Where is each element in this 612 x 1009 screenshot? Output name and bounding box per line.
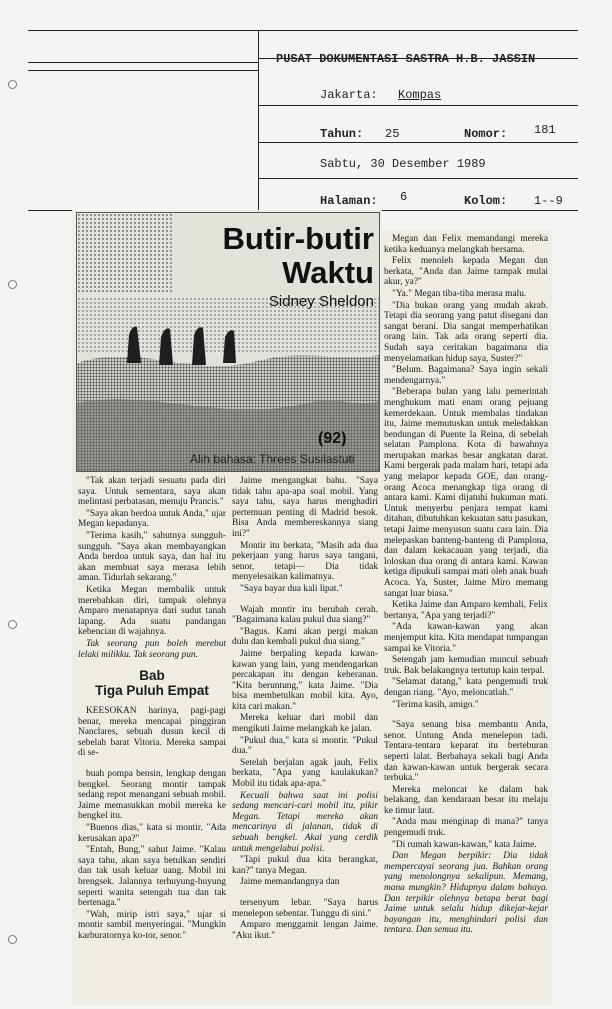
paragraph: Dan Megan berpikir: Dia tidak mempercayai seorang jua. Bahkan orang yang menolongnya sekalipun. Memang, mana mungkin? Hidupnya dalam bahaya. Dan terpikir olehnya betapa berat bagi Jaime untuk selalu hidup dikejar-kejar bayangan itu, menghindari polisi dan tentara. Dan semua itu. — [384, 851, 548, 936]
paragraph: "Pukul dua," kata si montir. "Pukul dua." — [232, 735, 378, 757]
paragraph: "Buenos dias," kata si montir. "Ada kerusakan apa?" — [78, 823, 226, 844]
binder-hole — [8, 80, 17, 89]
kolom-label: Kolom: — [464, 194, 508, 208]
chapter-title: Tiga Puluh Empat — [95, 683, 209, 699]
paragraph: "Saya akan berdoa untuk Anda," ujar Megan kepadanya. — [78, 508, 226, 530]
paragraph: "Saya bayar dua kali lipat." — [240, 583, 343, 594]
title-line-2: Waktu — [282, 255, 374, 290]
paragraph: Mereka keluar dari mobil dan mengikuti Jaime melangkah ke jalan. — [232, 713, 378, 735]
title-line-1: Butir-butir — [222, 221, 374, 256]
nomor-label: Nomor: — [464, 127, 508, 141]
tahun-value: 25 — [385, 127, 400, 141]
paragraph: Setengah jam kemudian muncul sebuah truk. Bak belakangnya tertutup kain terpal. — [384, 655, 548, 676]
paragraph: Tak seorang pun boleh merebut lelaki milikku. Tak seorang pun. — [78, 638, 226, 660]
serial-title — [156, 222, 374, 312]
paragraph: "Di rumah kawan-kawan," kata Jaime. — [392, 839, 537, 850]
publication-name: Kompas — [398, 88, 442, 102]
article-column-1 — [78, 476, 226, 1004]
paragraph: "Dia bukan orang yang mudah akrab. Tetapi dia seorang yang patut disegani dan sangat berani. Dia sangat memperhatikan orang lain. Tak ada orang seperti dia. Sudah saya ceritakan bagaimana dia menyelamatkan hidup saya, Suster?" — [384, 300, 548, 364]
tahun-label: Tahun: — [320, 127, 364, 141]
paragraph: Jaime berpaling kepada kawan-kawan yang lain, yang mendengarkan percakapan itu dengan keheranan. "Kita beruntung," kata Jaime. "Dia bisa membetulkan mobil kita. Ayo, kita cari makan." — [232, 648, 378, 712]
binder-hole — [8, 935, 17, 944]
chapter-label: Bab — [139, 668, 165, 684]
paragraph: Ketika Jaime dan Amparo kembali, Felix bertanya, "Apa yang terjadi?" — [384, 600, 548, 621]
paragraph: buah pompa bensin, lengkap dengan bengkel. Seorang montir tampak sedang repot menangani sebuah mobil. Jaime memasukkan mobil mereka ke bengkel itu. — [78, 769, 226, 822]
chapter-heading — [78, 668, 226, 698]
paragraph: "Entah, Bung," sahut Jaime. "Kalau saya tahu, akan saya betulkan sendiri dan tak usah keluar uang. Mobil ini brengsek. Jalannya terhuyung-huyung seperti wanita setengah tua dan tak bertenaga." — [78, 845, 226, 909]
kolom-value: 1--9 — [534, 194, 563, 208]
binder-hole — [8, 620, 17, 629]
translator-credit: Alih bahasa: Threes Susilastuti — [190, 452, 355, 466]
paragraph: "Selamat datang," kata pengemudi truk dengan riang. "Ayo, meloncatlah." — [384, 677, 548, 698]
paragraph: Jaime mengangkat bahu. "Saya tidak tahu apa-apa soal mobil. Yang saya tahu, saya harus menghadiri pertemuan penting di Madrid besok. Bisa Anda membereskannya siang ini?" — [232, 476, 378, 539]
episode-number: (92) — [318, 430, 347, 447]
article-column-2 — [232, 476, 378, 1004]
paragraph: "Tapi pukul dua kita berangkat, kan?" tanya Megan. — [232, 855, 378, 876]
paragraph: Megan dan Felix memandangi mereka ketika keduanya melangkah bersama. — [384, 234, 548, 255]
halaman-label: Halaman: — [320, 194, 378, 208]
paragraph: Ketika Megan membalik untuk merebahkan diri, tampak olehnya Amparo menatapnya dari sudut tanah lapang. Ada suatu pandangan kebencian di wajahnya. — [78, 584, 226, 638]
paragraph: KEESOKAN harinya, pagi-pagi benar, mereka mencapai pinggiran Nanclares, sebuah dusun kecil di sebelah barat Vitoria. Mereka sampai di se- — [78, 706, 226, 759]
paragraph: tersenyum lebar. "Saya harus menelepon sebentar. Tunggu di sini." — [232, 897, 378, 919]
paragraph: Mereka meloncat ke dalam bak belakang, dan kendaraan besar itu melaju ke timur laut. — [384, 784, 548, 816]
paragraph: "Ada kawan-kawan yang akan menjemput kita. Kita mendapat tumpangan sampai ke Vitoria." — [384, 622, 548, 654]
issue-date: Sabtu, 30 Desember 1989 — [320, 157, 486, 171]
binder-hole — [8, 280, 17, 289]
paragraph: "Terima kasih, amigo." — [392, 699, 479, 710]
paragraph: Felix menoleh kepada Megan dan berkata, "Anda dan Jaime tampak mulai akur, ya?" — [384, 256, 548, 288]
paragraph: "Saya senang bisa membantu Anda, senor. Untung Anda menelepon tadi. Tentara-tentara keparat itu berteburan seperti lalat. Berbahaya sekali bagi Anda dan kawan-kawan untuk bergerak secara terbuka." — [384, 720, 548, 784]
paragraph: "Belum. Bagaimana? Saya ingin sekali mendengarnya." — [384, 365, 548, 386]
nomor-value: 181 — [534, 123, 556, 137]
author-name: Sidney Sheldon — [268, 293, 374, 310]
paragraph: Setelah berjalan agak jauh, Felix berkata, "Apa yang kaulakukan? Mobil itu tidak apa-apa." — [232, 757, 378, 790]
article-column-3 — [384, 234, 548, 1004]
paragraph: Jaime memandangnya dan — [240, 877, 340, 888]
archive-org: PUSAT DOKUMENTASI SASTRA H.B. JASSIN — [276, 52, 536, 66]
archive-header — [28, 30, 578, 210]
paragraph: Kecuali bahwa saat ini polisi sedang mencari-cari mobil itu, pikir Megan. Tetapi mereka akan mencarinya di jalanan, tidak di sebuah bengkel. Akal yang cerdik untuk mengelabui polisi. — [232, 790, 378, 854]
location-label: Jakarta: — [320, 88, 378, 102]
paragraph: "Terima kasih," sahutnya sungguh-sungguh. "Saya akan membayangkan Anda berdoa untuk saya, dan hal itu akan membuat saya merasa lebih aman. Tidurlah sekarang." — [78, 530, 226, 584]
paragraph: Amparo menggamit lengan Jaime. "Aku ikut." — [232, 920, 378, 941]
paragraph: Wajah montir itu berubah cerah. "Bagaimana kalau pukul dua siang?" — [232, 604, 378, 626]
paragraph: "Anda mau menginap di mana?" tanya pengemudi truk. — [384, 817, 548, 839]
paragraph: "Bagus. Kami akan pergi makan dulu dan kembali pukul dua siang." — [232, 626, 378, 648]
paragraph: "Beberapa bulan yang lalu pemerintah menghukum mati enam orang pejuang kemerdekaan. Untuk membalas tindakan itu, Jaime memutuskan untuk meledakkan bendungan di Puente la Reina, di sebelah selatan Pamplona. Kota di bawahnya merupakan markas besar angkatan darat. Kami bergerak pada malam hari, tetapi ada yang melapor kepada GOE, dan orang-orang Acoca menangkap tiga orang di antara kami. Kami dijatuhi hukuman mati. Untuk menyerbu penjara tempat kami ditahan, dibutuhkan kekuatan satu pasukan, tetapi Jaime menyusun suatu cara lain. Dia melepaskan banteng-banteng di Pamplona, dan dalam kekacauan yang terjadi, dia loloskan dua orang di antara kami. Kawan ketiga dipukuli sampai mati oleh anak buah Acoca. Ya, Suster, Jaime Miro memang sangat luar biasa." — [384, 387, 548, 599]
paragraph: "Ya." Megan tiba-tiba merasa malu. — [392, 288, 527, 299]
paragraph: "Tak akan terjadi sesuatu pada diri saya. Untuk sementara, saya akan melintasi perbatasan, menuju Prancis." — [78, 476, 226, 508]
halaman-value: 6 — [400, 190, 408, 204]
paragraph: "Wah, mirip istri saya," ujar si montir sambil menyeringai. "Mungkin karburatornya ko-tor, senor." — [78, 909, 226, 941]
paragraph: Montir itu berkata, "Masih ada dua pekerjaan yang harus saya tangani, senor, tetapi— Dia tidak menyelesaikan kalimatnya. — [232, 540, 378, 583]
